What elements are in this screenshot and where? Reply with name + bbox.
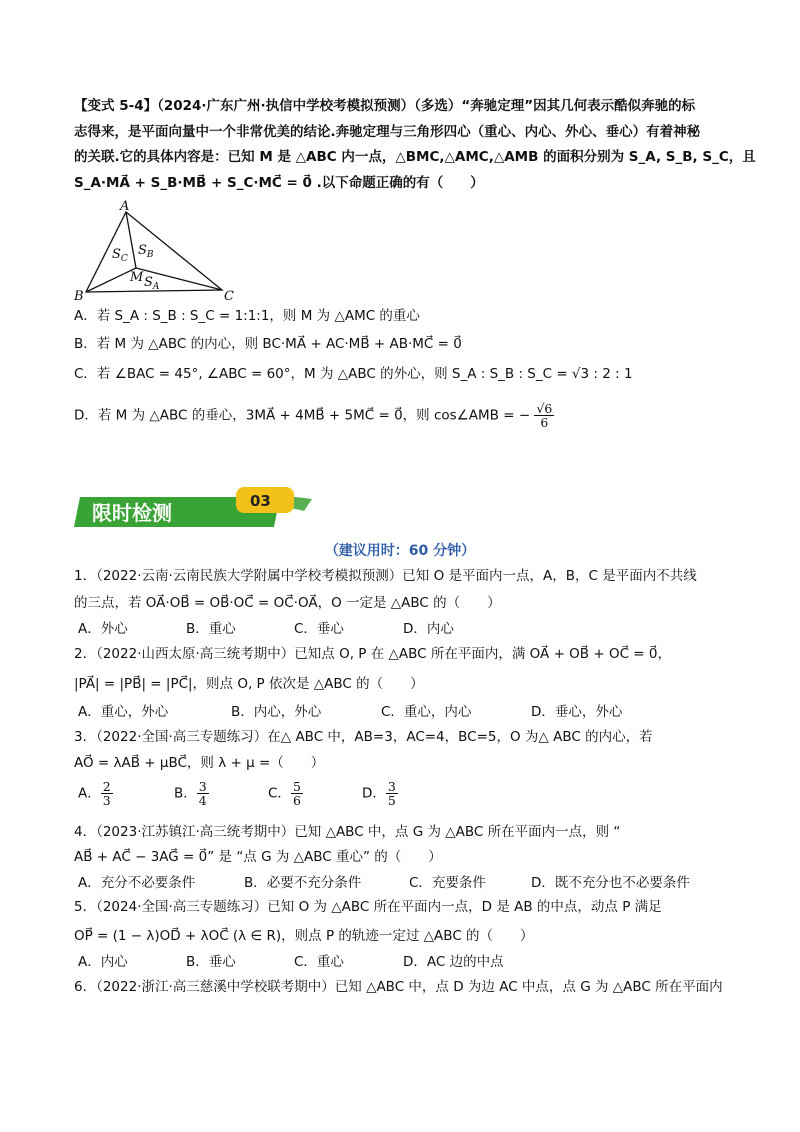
q3-option-c-num: 5 xyxy=(292,779,301,794)
vertex-a-label: A xyxy=(120,199,130,214)
section-banner xyxy=(74,487,314,531)
option-a: A．若 S_A : S_B : S_C = 1:1:1，则 M 为 △AMC 的重心 xyxy=(74,308,420,324)
option-d xyxy=(74,402,554,429)
q1-option-d: D．内心 xyxy=(403,621,454,637)
q5-option-a: A．内心 xyxy=(78,954,128,970)
q4-line-2: AB⃗ + AC⃗ − 3AG⃗ = 0⃗” 是 “点 G 为 △ABC 重心” 的（ ） xyxy=(74,849,442,865)
q2-option-d: D．垂心，外心 xyxy=(531,704,623,720)
q2-option-c: C．重心，内心 xyxy=(381,704,472,720)
q3-option-a xyxy=(78,780,113,807)
q6-line-1: 6．（2022·浙江·高三慈溪中学校联考期中）已知 △ABC 中，点 D 为边 AC 中点，点 G 为 △ABC 所在平面内 xyxy=(74,979,723,995)
q3-option-b xyxy=(174,780,209,807)
intro-line-2: 志得来，是平面向量中一个非常优美的结论.奔驰定理与三角形四心（重心、内心、外心、垂心）有着神秘 xyxy=(74,124,701,140)
q4-option-c: C．充要条件 xyxy=(409,875,486,891)
q3-option-d-num: 3 xyxy=(387,779,396,794)
q5-option-d: D．AC 边的中点 xyxy=(403,954,504,970)
triangle-abc xyxy=(86,212,222,292)
option-d-numerator: √6 xyxy=(536,401,553,416)
q1-line-1: 1．（2022·云南·云南民族大学附属中学校考模拟预测）已知 O 是平面内一点，A，B，C 是平面内不共线 xyxy=(74,568,697,584)
option-d-denominator: 6 xyxy=(540,415,549,430)
q4-line-1: 4．（2023·江苏镇江·高三统考期中）已知 △ABC 中，点 G 为 △ABC 所在平面内一点，则 “ xyxy=(74,824,621,840)
q5-line-2: OP⃗ = (1 − λ)OD⃗ + λOC⃗ (λ ∈ R)，则点 P 的轨迹一定过 △ABC 的（ ） xyxy=(74,928,534,944)
intro-line-4: S_A·MA⃗ + S_B·MB⃗ + S_C·MC⃗ = 0⃗ .以下命题正确的有（ ） xyxy=(74,175,484,191)
q3-option-b-label: B． xyxy=(174,785,197,802)
q4-option-a: A．充分不必要条件 xyxy=(78,875,196,891)
q3-option-a-num: 2 xyxy=(102,779,111,794)
banner-number: 03 xyxy=(250,492,271,510)
intro-line-1: 【变式 5-4】（2024·广东广州·执信中学校考模拟预测）（多选）“奔驰定理”因其几何表示酷似奔驰的标 xyxy=(74,98,696,114)
option-d-fraction xyxy=(534,402,554,429)
q3-option-c xyxy=(268,780,303,807)
triangle-figure xyxy=(74,198,244,303)
q5-option-b: B．垂心 xyxy=(186,954,236,970)
q1-option-a: A．外心 xyxy=(78,621,128,637)
q1-option-c: C．垂心 xyxy=(294,621,344,637)
area-sc-label: $S_C$ xyxy=(112,247,128,264)
q4-option-b: B．必要不充分条件 xyxy=(244,875,362,891)
q2-option-a: A．重心，外心 xyxy=(78,704,169,720)
segment-bm xyxy=(86,268,136,292)
q3-option-a-den: 3 xyxy=(102,793,111,808)
q3-option-b-num: 3 xyxy=(198,779,207,794)
q2-option-b: B．内心，外心 xyxy=(231,704,322,720)
vertex-c-label: C xyxy=(224,289,234,303)
suggested-time: （建议用时：60 分钟） xyxy=(324,543,476,559)
q3-line-2: AO⃗ = λAB⃗ + μBC⃗，则 λ + μ =（ ） xyxy=(74,755,325,771)
q1-option-b: B．重心 xyxy=(186,621,236,637)
area-sb-label: $S_B$ xyxy=(138,243,154,260)
option-b: B．若 M 为 △ABC 的内心，则 BC·MA⃗ + AC·MB⃗ + AB·MC⃗ = 0⃗ xyxy=(74,336,462,352)
q3-option-d-den: 5 xyxy=(387,793,396,808)
q2-line-1: 2．（2022·山西太原·高三统考期中）已知点 O, P 在 △ABC 所在平面内，满 OA⃗ + OB⃗ + OC⃗ = 0⃗， xyxy=(74,646,671,662)
q3-option-d xyxy=(362,780,398,807)
option-d-text: D．若 M 为 △ABC 的垂心，3MA⃗ + 4MB⃗ + 5MC⃗ = 0⃗，则 cos∠AMB = − xyxy=(74,407,531,424)
point-m-label: M xyxy=(130,270,144,285)
q2-line-2: |PA⃗| = |PB⃗| = |PC⃗|，则点 O, P 依次是 △ABC 的（ ） xyxy=(74,676,424,692)
q5-option-c: C．重心 xyxy=(294,954,344,970)
vertex-b-label: B xyxy=(74,289,84,303)
q3-option-c-label: C． xyxy=(268,785,291,802)
q1-line-2: 的三点，若 OA⃗·OB⃗ = OB⃗·OC⃗ = OC⃗·OA⃗，O 一定是 △ABC 的（ ） xyxy=(74,595,501,611)
q3-line-1: 3．（2022·全国·高三专题练习）在△ ABC 中，AB=3，AC=4，BC=5，O 为△ ABC 的内心，若 xyxy=(74,729,653,745)
q3-option-d-label: D． xyxy=(362,785,386,802)
intro-line-3: 的关联.它的具体内容是：已知 M 是 △ABC 内一点，△BMC,△AMC,△AMB 的面积分别为 S_A, S_B, S_C，且 xyxy=(74,149,756,165)
q3-option-b-den: 4 xyxy=(198,793,207,808)
area-sa-label: $S_A$ xyxy=(144,275,160,292)
banner-title: 限时检测 xyxy=(92,501,172,525)
q3-option-a-label: A． xyxy=(78,785,101,802)
q5-line-1: 5．（2024·全国·高三专题练习）已知 O 为 △ABC 所在平面内一点，D 是 AB 的中点，动点 P 满足 xyxy=(74,899,662,915)
q4-option-d: D．既不充分也不必要条件 xyxy=(531,875,690,891)
option-c: C．若 ∠BAC = 45°, ∠ABC = 60°，M 为 △ABC 的外心，则 S_A : S_B : S_C = √3 : 2 : 1 xyxy=(74,366,633,382)
q3-option-c-den: 6 xyxy=(292,793,301,808)
